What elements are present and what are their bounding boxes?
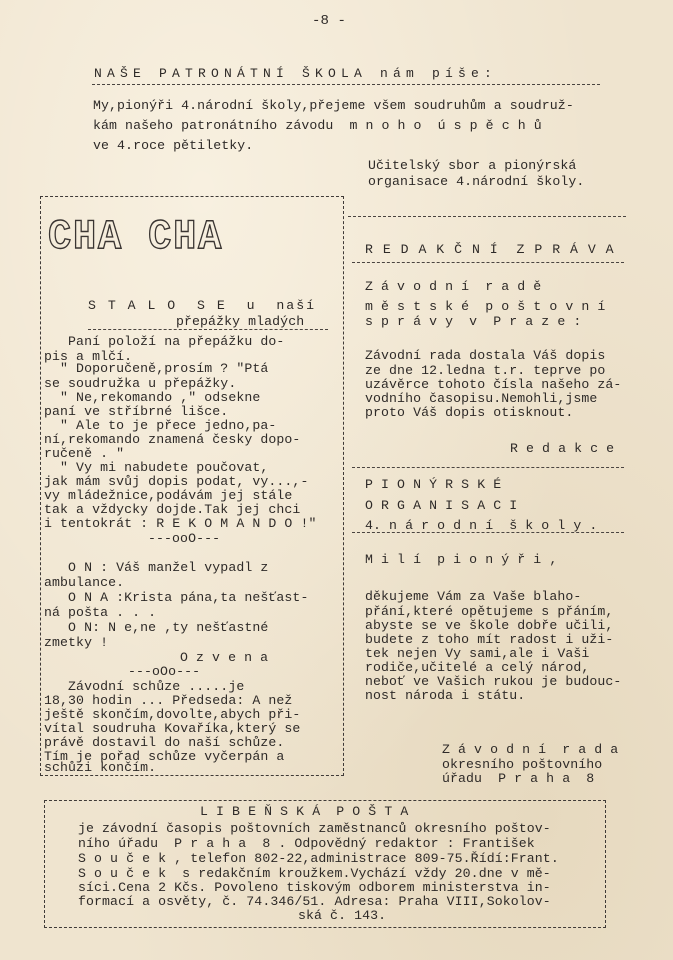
cha-line: se soudružka u přepážky. [44,376,237,391]
pioneers-signature-line: okresního poštovního [442,757,603,772]
cha-heading-2: přepážky mladých [176,314,305,329]
school-body-line: ve 4.roce pětiletky. [93,138,254,153]
pioneers-body-line: budete z toho mít radost i uži- [365,632,614,647]
pioneers-body-line: abyste se ve škole dobře učili, [365,618,614,633]
cha-separator: ---ooO--- [148,531,221,546]
pioneers-heading-1: P I O N Ý R S K É [365,477,502,492]
pioneers-heading-2: O R G A N I S A C I [365,498,518,513]
cha-heading-underline [88,329,328,330]
pioneers-body-line: rodiče,učitelé a celý národ, [365,660,590,675]
editorial-address-line: m ě s t s k é p o š t o v n í [365,299,606,314]
editorial-signature: R e d a k c e [510,441,615,456]
cha-meeting-line: 18,30 hodin ... Předseda: A než [44,693,293,708]
page-number: -8 - [312,13,347,29]
masthead-line: je závodní časopis poštovních zaměstnanců okresního poštov- [78,821,551,836]
cha-line: i tentokrát : R E K O M A N D O !" [44,516,317,531]
pioneers-body-line: děkujeme Vám za Vaše blaho- [365,589,582,604]
cha-line: " Doporučeně,prosím ? "Ptá [44,361,269,376]
masthead-line: S o u č e k , telefon 802-22,administrace 809-75.Řídí:Frant. [78,851,559,866]
pioneers-body-line: přání,které opětujeme s přáním, [365,604,614,619]
cha-line: paní ve stříbrné lišce. [44,404,229,419]
editorial-body-line: uzávěrce tohoto čísla našeho zá- [365,377,622,392]
masthead-line: formací a osvěty, č. 74.346/51. Adresa: Praha VIII,Sokolov- [78,894,551,909]
editorial-address-line: s p r á v y v P r a z e : [365,314,582,329]
cha-line: " Ale to je přece jedno,pa- [44,418,277,433]
masthead-line: ská č. 143. [298,908,387,923]
cha-line: ní,rekomando znamená česky dopo- [44,432,301,447]
pioneers-top-rule [352,467,624,468]
masthead-line: ního úřadu P r a h a 8 . Odpovědný redaktor : František [78,836,535,851]
pioneers-heading-underline [352,532,624,533]
editorial-heading: R E D A K Č N Í Z P R Á V A [365,242,615,257]
editorial-address-line: Z á v o d n í r a d ě [365,279,542,294]
school-signature-line: Učitelský sbor a pionýrská [368,158,577,173]
pioneers-body-line: neboť ve Vašich rukou je budouc- [365,674,622,689]
cha-cha-title: CHA CHA [48,213,224,261]
editorial-body-line: ze dne 12.ledna t.r. teprve po [365,363,606,378]
editorial-top-rule [348,216,626,217]
cha-heading-1: S T A L O S E u naší [88,298,317,313]
cha-dialogue-line: O N : Váš manžel vypadl z [44,560,269,575]
masthead-line: S o u č e k s redakčním kroužkem.Vychází vždy 20.dne v mě- [78,866,551,881]
cha-line: vy mládežnice,podávám jej stále [44,488,293,503]
editorial-heading-underline [352,262,624,263]
cha-separator: ---oOo--- [128,664,201,679]
school-signature-line: organisace 4.národní školy. [368,174,585,189]
cha-line: ručeně . " [44,446,125,461]
editorial-body-line: vodního časopisu.Nemohli,jsme [365,391,598,406]
school-body-line: My,pionýři 4.národní školy,přejeme všem soudruhům a soudruž- [93,98,574,113]
cha-dialogue-line: ambulance. [44,575,125,590]
cha-meeting-line: schůzi končím. [44,760,157,775]
cha-meeting-line: vítal soudruha Kovaříka,který se [44,721,301,736]
pioneers-signature-line: úřadu P r a h a 8 [442,771,595,786]
cha-dialogue-line: zmetky ! [44,635,109,650]
editorial-body-line: Závodní rada dostala Váš dopis [365,348,606,363]
cha-line: jak mám svůj dopis podat, vy...,- [44,474,309,489]
school-heading: NAŠE PATRONÁTNÍ ŠKOLA nám píše: [94,66,498,81]
editorial-body-line: proto Váš dopis otisknout. [365,405,574,420]
cha-dialogue-line: ná pošta . . . [44,605,157,620]
pioneers-heading-3: 4. n á r o d n í š k o l y . [365,518,598,533]
school-heading-underline [92,84,600,85]
masthead-line: síci.Cena 2 Kčs. Povoleno tiskovým odborem ministerstva in- [78,880,551,895]
cha-meeting-line: právě dostavil do naší schůze. [44,735,285,750]
cha-dialogue-line: O N A :Krista pána,ta nešťast- [44,590,309,605]
cha-line: Paní položí na přepážku do- [44,334,285,349]
pioneers-body-line: nost národa i státu. [365,688,526,703]
cha-line: pis a mlčí. [44,349,133,364]
cha-dialogue-line: O N: N e,ne ,ty nešťastné [44,620,269,635]
masthead-title: L I B E Ň S K Á P O Š T A [200,804,409,819]
cha-echo: O z v e n a [180,650,269,665]
pioneers-greeting: M i l í p i o n ý ř i , [365,552,558,567]
cha-meeting-line: Závodní schůze .....je [44,679,245,694]
school-body-line: kám našeho patronátního závodu m n o h o ú s p ě c h ů [93,118,542,133]
cha-meeting-line: Tím je pořad schůze vyčerpán a [44,749,285,764]
pioneers-signature-line: Z á v o d n í r a d a [442,742,619,757]
cha-line: " Ne,rekomando ," odsekne [44,390,261,405]
cha-line: tak a vždycky dojde.Tak jej chci [44,502,301,517]
cha-line: " Vy mi nabudete poučovat, [44,460,269,475]
cha-meeting-line: ještě skončím,dovolte,abych při- [44,707,301,722]
pioneers-body-line: tek nejen Vy sami,ale i Vaši [365,646,590,661]
